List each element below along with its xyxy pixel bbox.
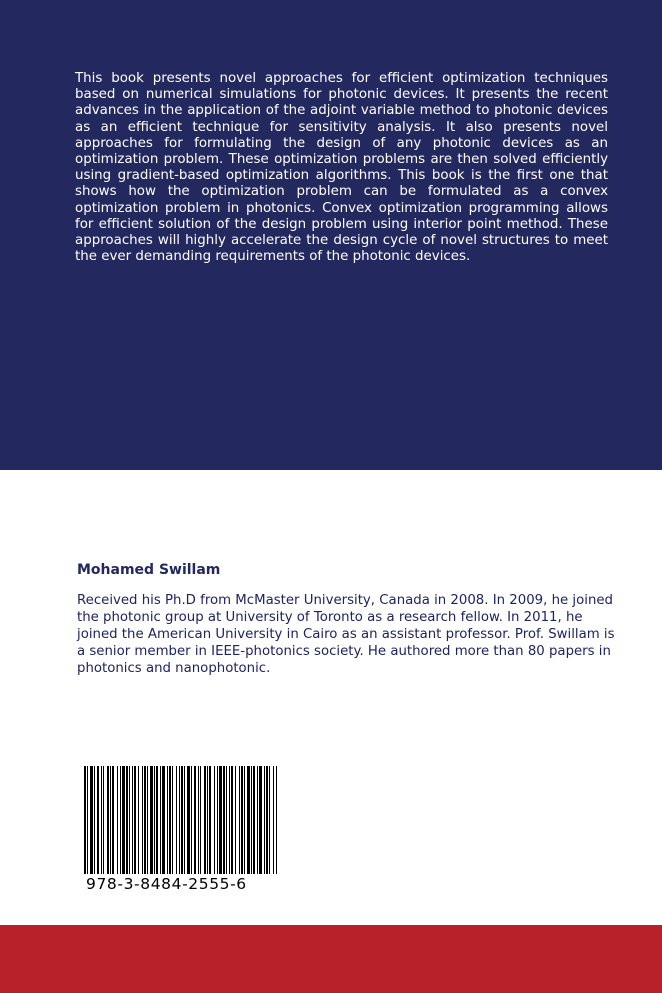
barcode-bar bbox=[87, 766, 88, 874]
barcode-bar bbox=[231, 766, 233, 874]
barcode-bar bbox=[176, 766, 177, 874]
barcode-bar bbox=[156, 766, 158, 874]
blurb-panel bbox=[0, 0, 662, 470]
barcode-bar bbox=[194, 766, 196, 874]
barcode-bar bbox=[269, 766, 270, 874]
barcode-bar bbox=[229, 766, 230, 874]
author-name: Mohamed Swillam bbox=[77, 562, 221, 578]
barcode-bar bbox=[142, 766, 143, 874]
barcode-bar bbox=[129, 766, 130, 874]
barcode-bar bbox=[103, 766, 104, 874]
barcode-bar bbox=[187, 766, 190, 874]
book-description: This book presents novel approaches for efficient optimization techniques based on numerical simulations for photonic devices. It presents the recent advances in the application of the adjoint variable method to photonic devices as an efficient technique for sensitivity analysis. It also presents novel approaches for formulating the design of any photonic devices as an optimization problem. These optimization problems are then solved efficiently using gradient-based optimization algorithms. This book is the first one that shows how the optimization problem can be formulated as a convex optimization problem in photonics. Convex optimization programming allows for efficient solution of the design problem using interior point method. These approaches will highly accelerate the design cycle of novel structures to meet the ever demanding requirements of the photonic devices. bbox=[75, 71, 608, 265]
barcode-bar bbox=[191, 766, 192, 874]
barcode-bar bbox=[259, 766, 262, 874]
barcode-bar bbox=[101, 766, 102, 874]
barcode-bar bbox=[167, 766, 168, 874]
isbn-number: 978-3-8484-2555-6 bbox=[86, 875, 247, 893]
barcode-bar bbox=[120, 766, 121, 874]
barcode-bar bbox=[181, 766, 183, 874]
barcode-bar bbox=[273, 766, 274, 874]
barcode-bar bbox=[247, 766, 250, 874]
barcode-bar bbox=[251, 766, 252, 874]
barcode-bar bbox=[217, 766, 218, 874]
barcode-bar bbox=[244, 766, 245, 874]
barcode-bar bbox=[266, 766, 268, 874]
barcode-bar bbox=[235, 766, 236, 874]
barcode-bar bbox=[209, 766, 211, 874]
barcode-bar bbox=[198, 766, 199, 874]
barcode-bar bbox=[117, 766, 118, 874]
barcode-bar bbox=[172, 766, 173, 874]
barcode-bar bbox=[223, 766, 225, 874]
isbn-barcode bbox=[83, 766, 279, 896]
barcode-bar bbox=[94, 766, 95, 874]
barcode-bar bbox=[264, 766, 265, 874]
barcode-bar bbox=[107, 766, 109, 874]
barcode-bar bbox=[150, 766, 153, 874]
barcode-bar bbox=[253, 766, 255, 874]
author-bio: Received his Ph.D from McMaster University, Canada in 2008. In 2009, he joined the photonic group at University of Toronto as a research fellow. In 2011, he joined the American University in Cairo as an assistant professor. Prof. Swillam is a senior member in IEEE-photonics society. He authored more than 80 papers in photonics and nanophotonic. bbox=[77, 593, 615, 676]
barcode-bar bbox=[122, 766, 125, 874]
barcode-bar bbox=[132, 766, 133, 874]
barcode-bar bbox=[84, 766, 86, 874]
barcode-bar bbox=[144, 766, 146, 874]
barcode-bar bbox=[160, 766, 161, 874]
barcode-bar bbox=[184, 766, 185, 874]
bottom-color-band bbox=[0, 925, 662, 993]
barcode-bar bbox=[169, 766, 171, 874]
barcode-bar bbox=[110, 766, 111, 874]
barcode-bar bbox=[204, 766, 206, 874]
barcode-bar bbox=[134, 766, 136, 874]
barcode-bar bbox=[147, 766, 148, 874]
barcode-bar bbox=[276, 766, 277, 874]
barcode-icon bbox=[83, 766, 279, 874]
barcode-bar bbox=[138, 766, 139, 874]
barcode-bar bbox=[219, 766, 222, 874]
barcode-bar bbox=[162, 766, 165, 874]
barcode-bar bbox=[239, 766, 240, 874]
barcode-bar bbox=[179, 766, 180, 874]
barcode-bar bbox=[257, 766, 258, 874]
barcode-bar bbox=[226, 766, 227, 874]
barcode-bar bbox=[241, 766, 243, 874]
barcode-bar bbox=[126, 766, 128, 874]
barcode-bar bbox=[97, 766, 99, 874]
barcode-bar bbox=[90, 766, 93, 874]
barcode-bar bbox=[112, 766, 114, 874]
barcode-bar bbox=[207, 766, 208, 874]
barcode-bar bbox=[154, 766, 155, 874]
barcode-bar bbox=[200, 766, 201, 874]
barcode-bar bbox=[214, 766, 215, 874]
